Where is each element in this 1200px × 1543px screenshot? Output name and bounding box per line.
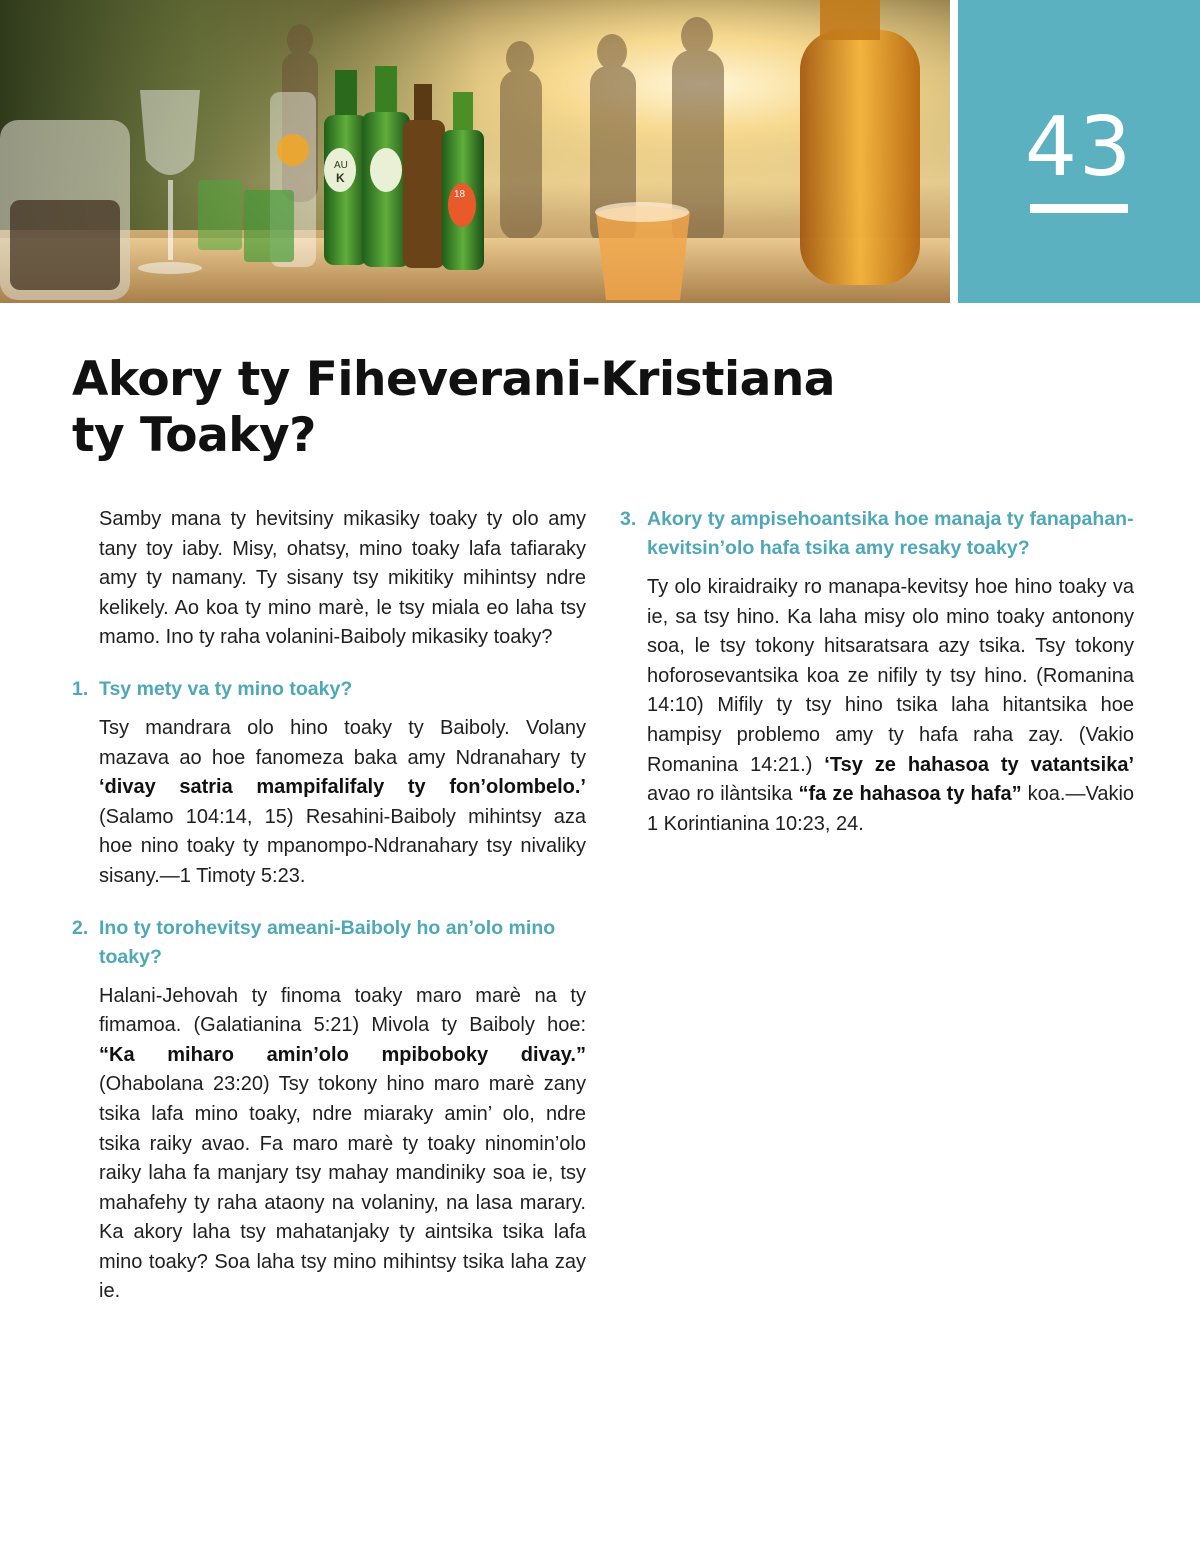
question-3 (620, 505, 1134, 563)
answer-emphasis: “fa ze hahasoa ty hafa” (798, 783, 1022, 806)
answer-2 (72, 982, 586, 1308)
answer-text: Tsy mandrara olo hino toaky ty Baiboly. Volany mazava ao hoe fanomeza baka amy Ndranahary ty (99, 716, 586, 769)
question-text: Tsy mety va ty mino toaky? (99, 677, 353, 700)
question-text: Akory ty ampisehoantsika hoe manaja ty fanapahan-kevitsin’olo hafa tsika amy resaky toaky? (647, 508, 1134, 559)
page-title (72, 352, 892, 464)
answer-3 (620, 573, 1134, 839)
chapter-number: 43 (1024, 100, 1134, 195)
question-2 (72, 914, 586, 972)
left-column (72, 505, 586, 1307)
chapter-badge (958, 0, 1200, 303)
bottle-label-text: K (336, 171, 345, 185)
bottle-label-text: AU (334, 160, 348, 171)
answer-emphasis: ‘divay satria mampifalifaly ty fon’olombelo.’ (99, 776, 586, 799)
answer-text: Halani-Jehovah ty finoma toaky maro marè na ty fimamoa. (Galatianina 5:21) Mivola ty Baiboly hoe: (99, 984, 586, 1037)
answer-text: (Salamo 104:14, 15) Resahini-Baiboly mihintsy aza hoe nino toaky ty mpanompo-Ndranahary tsy nivaliky sisany.—1 Timoty 5:23. (99, 805, 586, 887)
answer-text: avao ro ilàntsika (647, 783, 799, 806)
answer-emphasis: ‘Tsy ze hahasoa ty vatantsika’ (824, 753, 1134, 776)
answer-text: Ty olo kiraidraiky ro manapa-kevitsy hoe hino toaky va ie, sa tsy hino. Ka laha misy olo mino toaky antonony soa, le tsy tokony hitsaratsara azy tsika. Tsy tokony hoforosevantsika koa ze nifily ty tsy hino. (Romanina 14:10) Mifily ty tsy hino tsika laha hitantsika hoe hampisy problemo amy ty hafa raha zay. (Vakio Romanina 14:21.) (647, 576, 1134, 776)
intro-paragraph: Samby mana ty hevitsiny mikasiky toaky ty olo amy tany toy iaby. Misy, ohatsy, mino toaky lafa tafiaraky amy ty namany. Ty sisany tsy mikitiky mihintsy ndre kelikely. Ao koa ty mino marè, le tsy miala eo laha tsy mamo. Ino ty raha volanini-Baiboly mikasiky toaky? (99, 508, 586, 649)
answer-1 (72, 714, 586, 892)
right-column (620, 505, 1134, 839)
question-1 (72, 675, 586, 704)
title-line-2: ty Toaky? (72, 408, 316, 463)
answer-emphasis: “Ka miharo amin’olo mpiboboky divay.” (99, 1043, 586, 1066)
drinks-table-illustration (0, 0, 950, 303)
question-text: Ino ty torohevitsy ameani-Baiboly ho an’olo mino toaky? (99, 916, 556, 968)
title-line-1: Akory ty Fiheverani-Kristiana (72, 352, 835, 407)
question-number: 1. (72, 677, 89, 700)
answer-text: koa.—Vakio 1 Korintianina 10:23, 24. (647, 783, 1135, 835)
question-number: 3. (620, 508, 637, 530)
hero-photo (0, 0, 950, 303)
chapter-underline (1030, 204, 1128, 213)
answer-text: (Ohabolana 23:20) Tsy tokony hino maro marè zany tsika lafa mino toaky, ndre miaraky amin’ olo, ndre tsika raiky avao. Fa maro marè ty toaky ninomin’olo raiky laha fa manjary tsy mahay mandiniky soa ie, tsy mahafehy ty raha ataony na volaniny, na lasa marary. Ka akory laha tsy mahatanjaky ty aintsika tsika lafa mino toaky? Soa laha tsy mino mihintsy tsika laha zay ie. (99, 1073, 586, 1303)
bottle-label-text: 18 (454, 189, 466, 200)
question-number: 2. (72, 916, 89, 939)
